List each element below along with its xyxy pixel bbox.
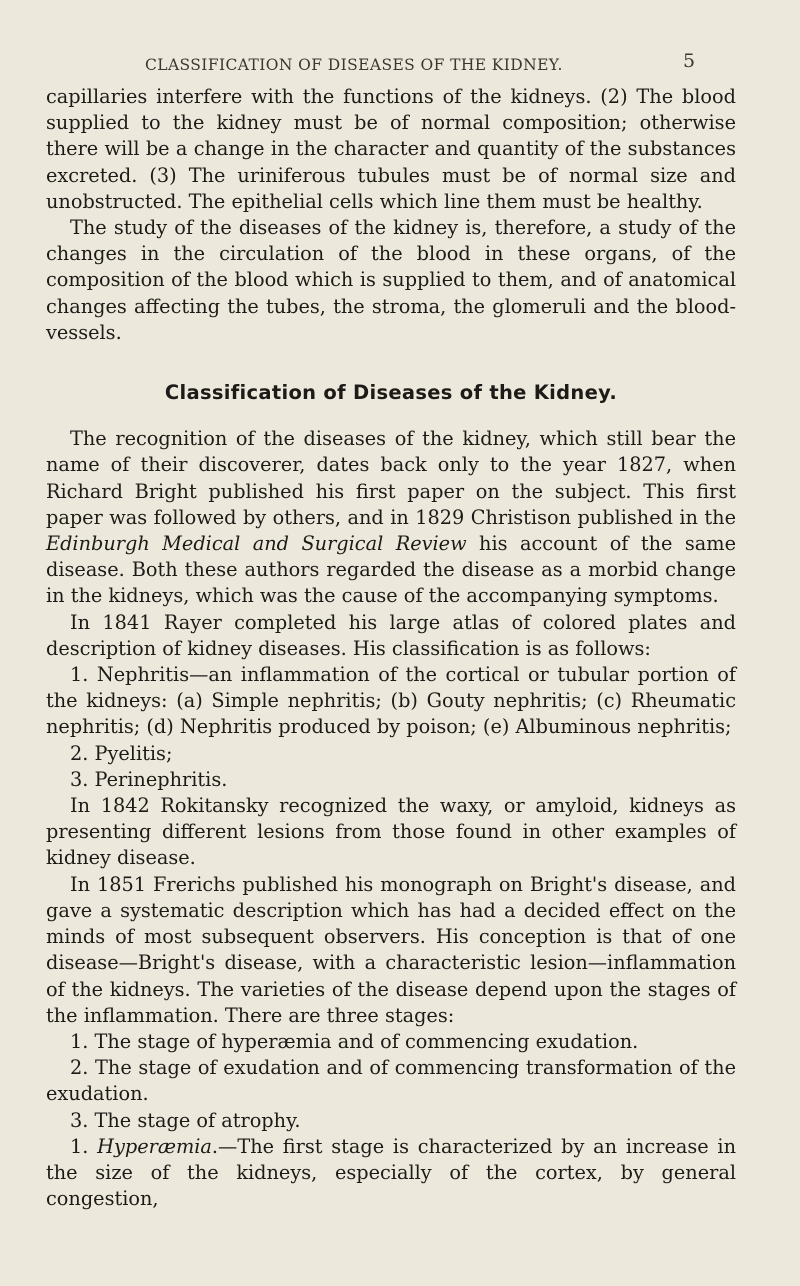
stage-list-item: 1. The stage of hyperæmia and of commencing exudation. (70, 1029, 639, 1053)
page-number: 5 (683, 50, 696, 72)
history-text-after: his account of the same disease. Both these authors regarded the disease as a morbid change in the kidneys, which was the cause of the accompanying symptoms. (46, 532, 736, 608)
stage-list-item: 2. The stage of exudation and of commencing transformation of the exudation. (46, 1056, 736, 1106)
hyperaemia-number: 1. (70, 1134, 98, 1158)
rayer-list-item: 1. Nephritis—an inflammation of the cortical or tubular portion of the kidneys: (a) Simple nephritis; (b) Gouty nephritis; (c) Rheumatic nephritis; (d) Nephritis produced by poison; (e) Albuminous nephritis; (46, 663, 736, 739)
paragraph-rokitansky: In 1842 Rokitansky recognized the waxy, or amyloid, kidneys as presenting different lesions from those found in other examples of kidney disease. (46, 794, 736, 870)
history-text-before: The recognition of the diseases of the kidney, which still bear the name of their discoverer, dates back only to the year 1827, when Richard Bright published his first paper on the subject. This first paper was followed by others, and in 1829 Christison published in the (46, 427, 736, 529)
paragraph-hyperaemia (46, 1134, 736, 1213)
rayer-list-item: 2. Pyelitis; (70, 741, 173, 765)
section-heading: Classification of Diseases of the Kidney. (164, 381, 618, 405)
hyperaemia-term: Hyperæmia (97, 1134, 212, 1158)
hyperaemia-text: .—The first stage is characterized by an increase in the size of the kidneys, especially of the cortex, by general congestion, (46, 1134, 737, 1211)
running-head: CLASSIFICATION OF DISEASES OF THE KIDNEY. (145, 56, 563, 74)
stage-list-item: 3. The stage of atrophy. (70, 1108, 301, 1132)
journal-title: Edinburgh Medical and Surgical Review (46, 532, 467, 556)
paragraph-rayer: In 1841 Rayer completed his large atlas of colored plates and description of kidney diseases. His classification is as follows: (46, 610, 736, 660)
paragraph-history (46, 426, 736, 609)
paragraph-frerichs: In 1851 Frerichs published his monograph on Bright's disease, and gave a systematic description which has had a decided effect on the minds of most subsequent observers. His conception is that of one disease—Bright's disease, with a characteristic lesion—inflammation of the kidneys. The varieties of the disease depend upon the stages of the inflammation. There are three stages: (46, 872, 736, 1027)
rayer-list-item: 3. Perinephritis. (70, 767, 228, 791)
page-body (46, 84, 736, 1212)
paragraph-study-of-diseases: The study of the diseases of the kidney is, therefore, a study of the changes in the circulation of the blood in these organs, of the composition of the blood which is supplied to them, and of anatomical changes affecting the tubes, the stroma, the glomeruli and the blood-vessels. (46, 216, 736, 344)
paragraph-continuation: capillaries interfere with the functions of the kidneys. (2) The blood supplied to the kidney must be of normal composition; otherwise there will be a change in the character and quantity of the substances excreted. (3) The uriniferous tubules must be of normal size and unobstructed. The epithelial cells which line them must be healthy. (46, 85, 736, 213)
